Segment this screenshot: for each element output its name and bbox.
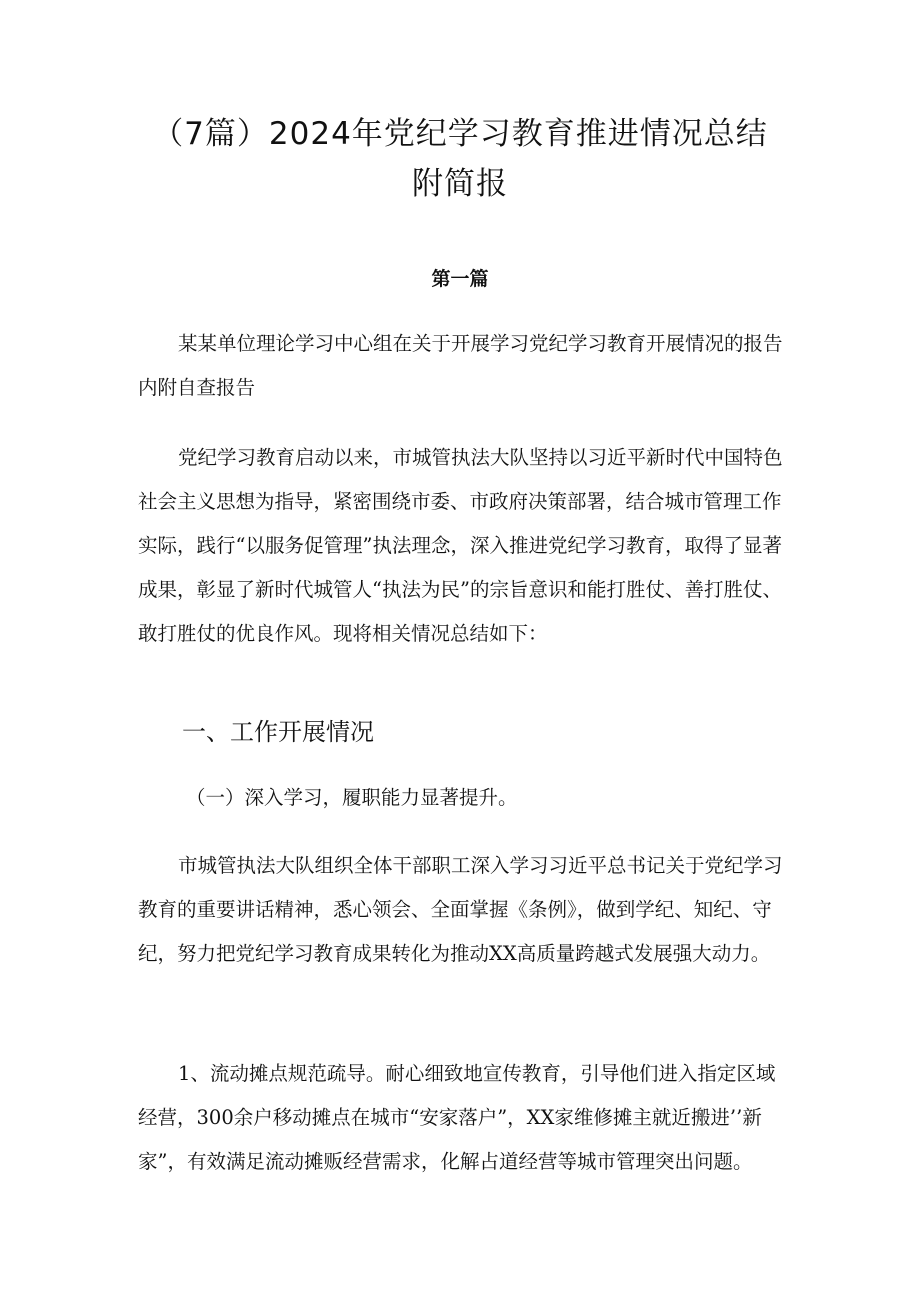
subtitle-paragraph: 某某单位理论学习中心组在关于开展学习党纪学习教育开展情况的报告内附自查报告	[138, 332, 783, 399]
section-label: 第一篇	[431, 268, 489, 290]
study-paragraph: 市城管执法大队组织全体干部职工深入学习习近平总书记关于党纪学习教育的重要讲话精神，悉心领会、全面掌握《条例》，做到学纪、知纪、守纪，努力把党纪学习教育成果转化为推动XX高质量跨越式发展强大动力。	[138, 854, 783, 965]
document-title-line2: 附简报	[412, 166, 508, 202]
intro-paragraph: 党纪学习教育启动以来，市城管执法大队坚持以习近平新时代中国特色社会主义思想为指导，紧密围绕市委、市政府决策部署，结合城市管理工作实际，践行“以服务促管理”执法理念，深入推进党纪学习教育，取得了显著成果，彰显了新时代城管人“执法为民”的宗旨意识和能打胜仗、善打胜仗、敢打胜仗的优良作风。现将相关情况总结如下：	[138, 446, 783, 645]
item1-paragraph: 1、流动摊点规范疏导。耐心细致地宣传教育，引导他们进入指定区域经营，300余户移动摊点在城市“安家落户”，XX家维修摊主就近搬进’’新家”，有效满足流动摊贩经营需求，化解占道经营等城市管理突出问题。	[138, 1062, 776, 1173]
heading-level2: （一）深入学习，履职能力显著提升。	[186, 786, 518, 809]
document-title-line1: （7篇）2024年党纪学习教育推进情况总结	[152, 116, 768, 152]
heading-level1: 一、工作开展情况	[182, 718, 374, 746]
